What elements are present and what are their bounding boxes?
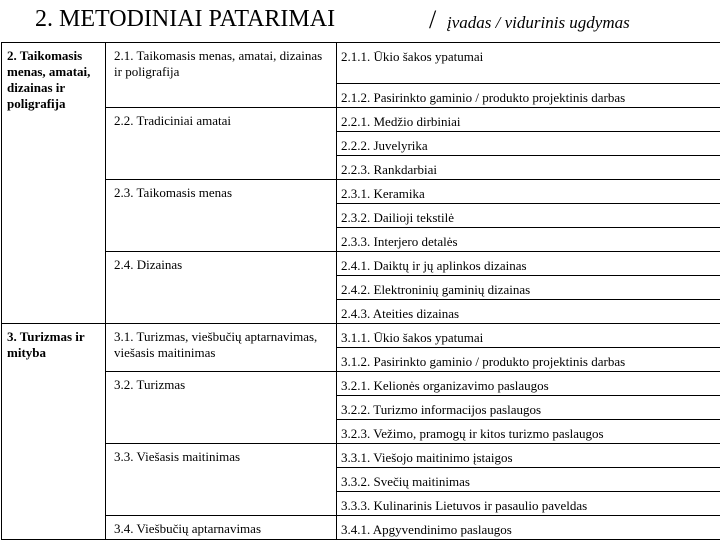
group-cell <box>106 43 337 108</box>
table-row <box>2 324 720 348</box>
group-name: 3.3. Viešasis maitinimas <box>114 449 241 464</box>
group-name: 3.1. Turizmas, viešbučių aptarnavimas, viešasis maitinimas <box>114 329 318 360</box>
group-cell <box>106 180 337 252</box>
table-row <box>2 252 720 276</box>
table-row <box>2 516 720 540</box>
group-name: 3.2. Turizmas <box>114 377 186 392</box>
group-cell <box>106 444 337 516</box>
item-cell <box>337 492 720 516</box>
item-text: 2.1.1. Ūkio šakos ypatumai <box>341 49 484 64</box>
item-cell <box>337 108 720 132</box>
section-name: 3. Turizmas ir mityba <box>7 329 85 360</box>
methodology-table <box>1 42 720 540</box>
item-text: 2.4.2. Elektroninių gaminių dizainas <box>341 282 531 297</box>
group-name: 2.4. Dizainas <box>114 257 183 272</box>
item-cell <box>337 132 720 156</box>
item-cell <box>337 324 720 348</box>
item-cell <box>337 276 720 300</box>
item-text: 2.4.3. Ateities dizainas <box>341 306 460 321</box>
group-cell <box>106 252 337 324</box>
item-text: 3.3.2. Svečių maitinimas <box>341 474 470 489</box>
item-cell <box>337 300 720 324</box>
group-name: 2.2. Tradiciniai amatai <box>114 113 231 128</box>
group-cell <box>106 324 337 372</box>
item-text: 3.2.3. Vežimo, pramogų ir kitos turizmo paslaugos <box>341 426 604 441</box>
item-text: 2.4.1. Daiktų ir jų aplinkos dizainas <box>341 258 527 273</box>
section-name: 2. Taikomasis menas, amatai, dizainas ir poligrafija <box>7 48 91 111</box>
item-cell <box>337 252 720 276</box>
table-row <box>2 444 720 468</box>
item-text: 3.3.3. Kulinarinis Lietuvos ir pasaulio paveldas <box>341 498 588 513</box>
group-cell <box>106 516 337 540</box>
item-cell <box>337 43 720 84</box>
item-cell <box>337 84 720 108</box>
item-text: 2.3.2. Dailioji tekstilė <box>341 210 455 225</box>
group-name: 3.4. Viešbučių aptarnavimas <box>114 521 261 536</box>
item-text: 2.2.2. Juvelyrika <box>341 138 428 153</box>
item-cell <box>337 516 720 540</box>
title-separator: / <box>429 5 437 34</box>
item-text: 3.3.1. Viešojo maitinimo įstaigos <box>341 450 513 465</box>
slide-title <box>0 0 720 40</box>
group-name: 2.3. Taikomasis menas <box>114 185 233 200</box>
item-cell <box>337 180 720 204</box>
item-cell <box>337 204 720 228</box>
section-cell <box>2 43 106 324</box>
item-cell <box>337 348 720 372</box>
item-cell <box>337 444 720 468</box>
group-cell <box>106 372 337 444</box>
table-row <box>2 180 720 204</box>
item-cell <box>337 420 720 444</box>
group-cell <box>106 108 337 180</box>
item-cell <box>337 228 720 252</box>
section-cell <box>2 324 106 540</box>
item-text: 3.2.1. Kelionės organizavimo paslaugos <box>341 378 549 393</box>
item-text: 2.2.1. Medžio dirbiniai <box>341 114 461 129</box>
item-cell <box>337 396 720 420</box>
item-text: 3.1.2. Pasirinkto gaminio / produkto projektinis darbas <box>341 354 626 369</box>
item-cell <box>337 468 720 492</box>
item-text: 2.3.3. Interjero detalės <box>341 234 458 249</box>
item-cell <box>337 372 720 396</box>
item-text: 2.1.2. Pasirinkto gaminio / produkto projektinis darbas <box>341 90 626 105</box>
title-main: 2. METODINIAI PATARIMAI <box>35 6 336 32</box>
item-text: 2.3.1. Keramika <box>341 186 425 201</box>
item-text: 3.1.1. Ūkio šakos ypatumai <box>341 330 484 345</box>
item-text: 3.4.1. Apgyvendinimo paslaugos <box>341 522 512 537</box>
table-row <box>2 372 720 396</box>
group-name: 2.1. Taikomasis menas, amatai, dizainas ir poligrafija <box>114 48 323 79</box>
item-text: 2.2.3. Rankdarbiai <box>341 162 438 177</box>
item-cell <box>337 156 720 180</box>
title-subtitle: įvadas / vidurinis ugdymas <box>447 13 630 32</box>
table-row <box>2 108 720 132</box>
item-text: 3.2.2. Turizmo informacijos paslaugos <box>341 402 542 417</box>
table-row <box>2 43 720 84</box>
